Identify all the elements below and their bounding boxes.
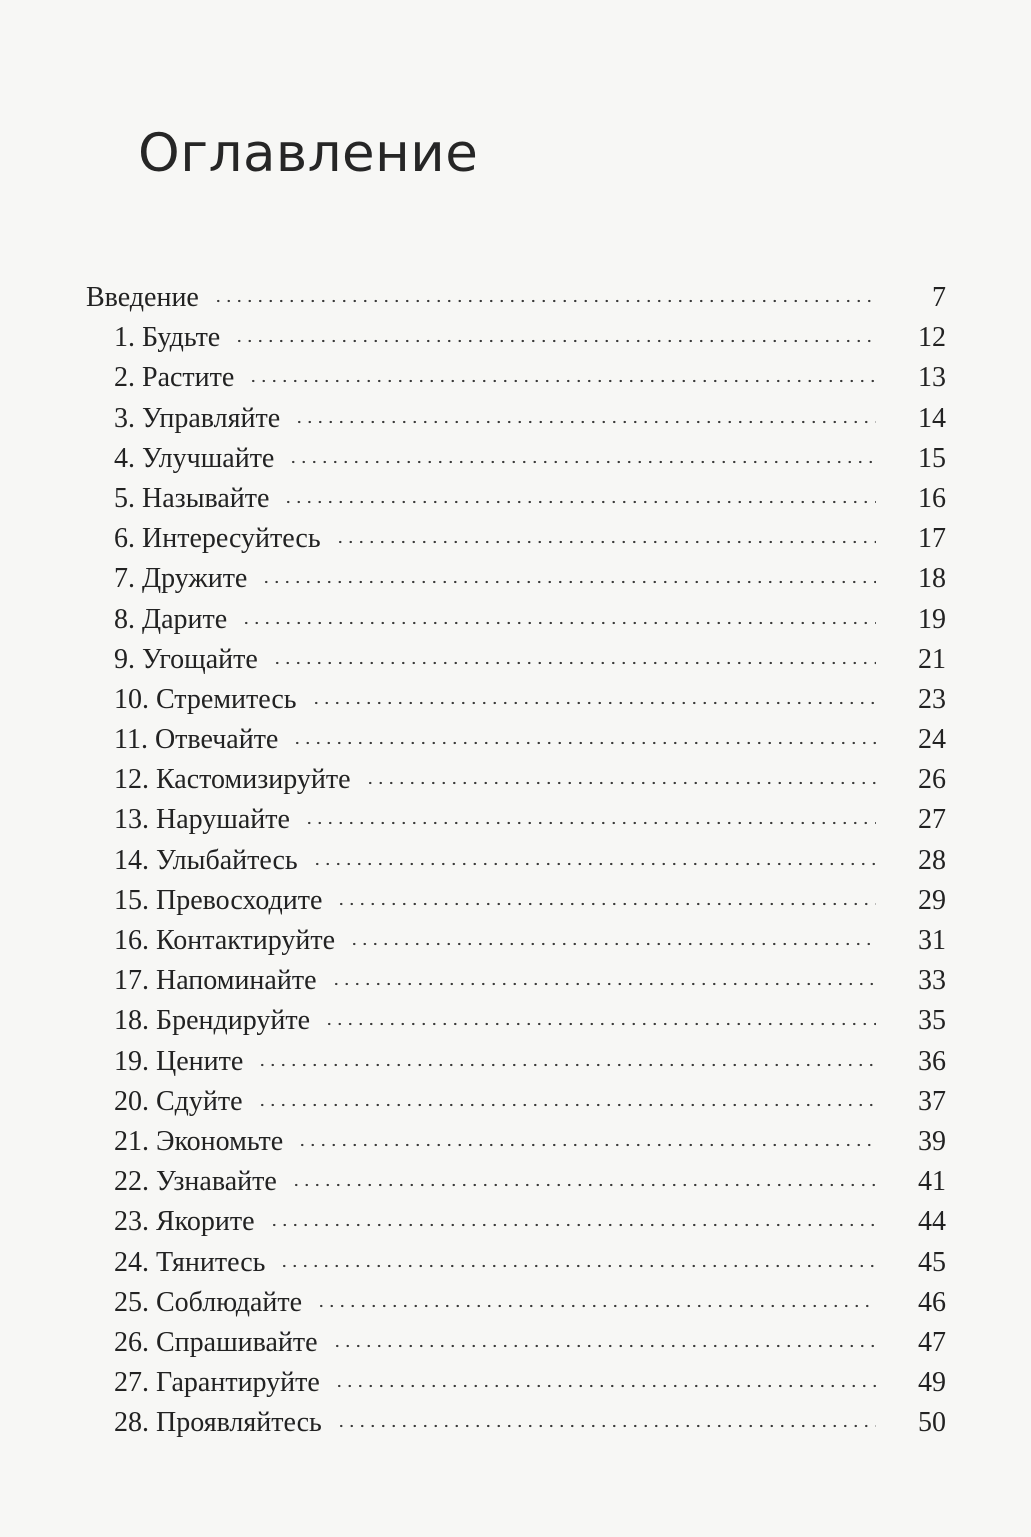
toc-entry: [86, 443, 946, 483]
toc-dot-leader: [312, 861, 876, 867]
toc-entry-label: 21. Экономьте: [114, 1125, 284, 1157]
page-title: Оглавление: [138, 123, 479, 184]
toc-entry-label: 8. Дарите: [114, 603, 228, 635]
toc-entry: [86, 885, 946, 925]
toc-entry-page-number: 35: [918, 1005, 946, 1037]
toc-entry: [86, 322, 946, 362]
toc-entry: [86, 644, 946, 684]
toc-entry-label: 28. Проявляйтесь: [114, 1407, 322, 1439]
toc-entry-page-number: 18: [918, 563, 946, 595]
toc-entry-page-number: 12: [918, 322, 946, 354]
toc-entry: [86, 684, 946, 724]
toc-entry-page-number: 33: [918, 965, 946, 997]
toc-entry-page-number: 44: [918, 1206, 946, 1238]
toc-dot-leader: [288, 459, 876, 465]
toc-entry-label: 24. Тянитесь: [114, 1246, 266, 1278]
toc-entry-page-number: 31: [918, 925, 946, 956]
toc-dot-leader: [234, 338, 876, 344]
toc-entry-label: 27. Гарантируйте: [114, 1367, 320, 1399]
toc-entry-page-number: 27: [918, 804, 946, 836]
toc-entry-page-number: 49: [918, 1367, 946, 1399]
toc-dot-leader: [248, 378, 876, 384]
toc-entry: [86, 764, 946, 804]
toc-dot-leader: [257, 1062, 876, 1068]
toc-entry-label: 16. Контактируйте: [114, 925, 336, 956]
toc-dot-leader: [334, 1383, 876, 1389]
toc-entry: [86, 804, 946, 844]
toc-entry: [86, 1046, 946, 1086]
toc-entry: [86, 1287, 946, 1327]
toc-entry-label: 18. Брендируйте: [114, 1005, 310, 1037]
toc-dot-leader: [261, 579, 876, 585]
toc-entry-label: 11. Отвечайте: [114, 724, 279, 756]
toc-entry: [86, 1247, 946, 1287]
toc-entry-page-number: 19: [918, 603, 946, 635]
toc-entry: [86, 1126, 946, 1166]
toc-entry-page-number: 7: [932, 282, 946, 313]
toc-entry: [86, 1367, 946, 1407]
toc-entry: [86, 1327, 946, 1367]
toc-dot-leader: [257, 1102, 876, 1108]
toc-dot-leader: [336, 901, 876, 907]
toc-entry-page-number: 45: [918, 1246, 946, 1278]
toc-entry: [86, 845, 946, 885]
toc-dot-leader: [336, 1423, 876, 1429]
toc-entry: [86, 1407, 946, 1447]
toc-entry-label: 9. Угощайте: [114, 643, 258, 675]
toc-entry-page-number: 29: [918, 884, 946, 916]
toc-entry: [86, 563, 946, 603]
toc-dot-leader: [297, 1142, 876, 1148]
toc-entry: [86, 925, 946, 965]
toc-entry-label: 17. Напоминайте: [114, 965, 317, 997]
toc-entry: [86, 362, 946, 402]
toc-entry-label: 26. Спрашивайте: [114, 1326, 318, 1358]
toc-entry-label: 7. Дружите: [114, 563, 248, 595]
toc-entry-page-number: 39: [918, 1125, 946, 1157]
toc-entry: [86, 483, 946, 523]
toc-entry: [86, 1166, 946, 1206]
toc-entry: [86, 604, 946, 644]
toc-entry-label: 14. Улыбайтесь: [114, 844, 298, 876]
toc-entry-label: 23. Якорите: [114, 1206, 255, 1238]
toc-dot-leader: [294, 419, 876, 425]
toc-entry-page-number: 21: [918, 643, 946, 675]
toc-entry-label: 3. Управляйте: [114, 402, 281, 434]
toc-dot-leader: [213, 298, 876, 304]
toc-entry-page-number: 24: [918, 724, 946, 756]
toc-entry-page-number: 13: [918, 362, 946, 394]
toc-entry: [86, 403, 946, 443]
toc-dot-leader: [332, 1343, 876, 1349]
toc-entry: [86, 1206, 946, 1246]
toc-entry: [86, 523, 946, 563]
toc-entry-label: 22. Узнавайте: [114, 1166, 277, 1198]
toc-list: [86, 282, 946, 1447]
toc-entry-page-number: 41: [918, 1166, 946, 1198]
toc-entry-page-number: 28: [918, 844, 946, 876]
toc-dot-leader: [283, 499, 876, 505]
toc-entry-label: 2. Растите: [114, 362, 235, 394]
toc-entry-label: 12. Кастомизируйте: [114, 764, 351, 796]
toc-entry: [86, 965, 946, 1005]
toc-entry: [86, 282, 946, 322]
toc-dot-leader: [349, 941, 876, 947]
toc-entry-page-number: 37: [918, 1085, 946, 1117]
toc-dot-leader: [316, 1303, 876, 1309]
toc-dot-leader: [335, 539, 876, 545]
toc-entry-page-number: 46: [918, 1286, 946, 1318]
toc-entry-page-number: 50: [918, 1407, 946, 1439]
toc-dot-leader: [292, 740, 876, 746]
toc-entry-label: 20. Сдуйте: [114, 1085, 243, 1117]
toc-entry: [86, 1086, 946, 1126]
toc-dot-leader: [269, 1222, 876, 1228]
toc-entry-page-number: 17: [918, 523, 946, 555]
toc-entry-label: 10. Стремитесь: [114, 683, 297, 715]
toc-entry-page-number: 15: [918, 442, 946, 474]
toc-entry-label: 1. Будьте: [114, 322, 221, 354]
toc-dot-leader: [311, 700, 876, 706]
toc-entry-page-number: 36: [918, 1045, 946, 1077]
toc-entry-label: 5. Называйте: [114, 482, 270, 514]
toc-entry-label: 13. Нарушайте: [114, 804, 290, 836]
toc-entry-label: 6. Интересуйтесь: [114, 523, 321, 555]
toc-dot-leader: [304, 820, 876, 826]
toc-entry-page-number: 16: [918, 482, 946, 514]
toc-entry: [86, 1005, 946, 1045]
toc-dot-leader: [324, 1021, 876, 1027]
toc-dot-leader: [279, 1263, 876, 1269]
toc-dot-leader: [241, 620, 876, 626]
toc-dot-leader: [365, 780, 876, 786]
toc-entry-label: 15. Превосходите: [114, 884, 323, 916]
toc-entry-label: 19. Цените: [114, 1045, 244, 1077]
toc-entry-page-number: 14: [918, 402, 946, 434]
toc-entry-label: 25. Соблюдайте: [114, 1286, 303, 1318]
toc-entry-label: 4. Улучшайте: [114, 442, 275, 474]
toc-dot-leader: [272, 660, 876, 666]
toc-entry-page-number: 26: [918, 764, 946, 796]
toc-dot-leader: [291, 1182, 876, 1188]
toc-entry-page-number: 47: [918, 1326, 946, 1358]
toc-entry-page-number: 23: [918, 683, 946, 715]
toc-entry-label: Введение: [86, 282, 199, 313]
toc-entry: [86, 724, 946, 764]
toc-dot-leader: [331, 981, 877, 987]
